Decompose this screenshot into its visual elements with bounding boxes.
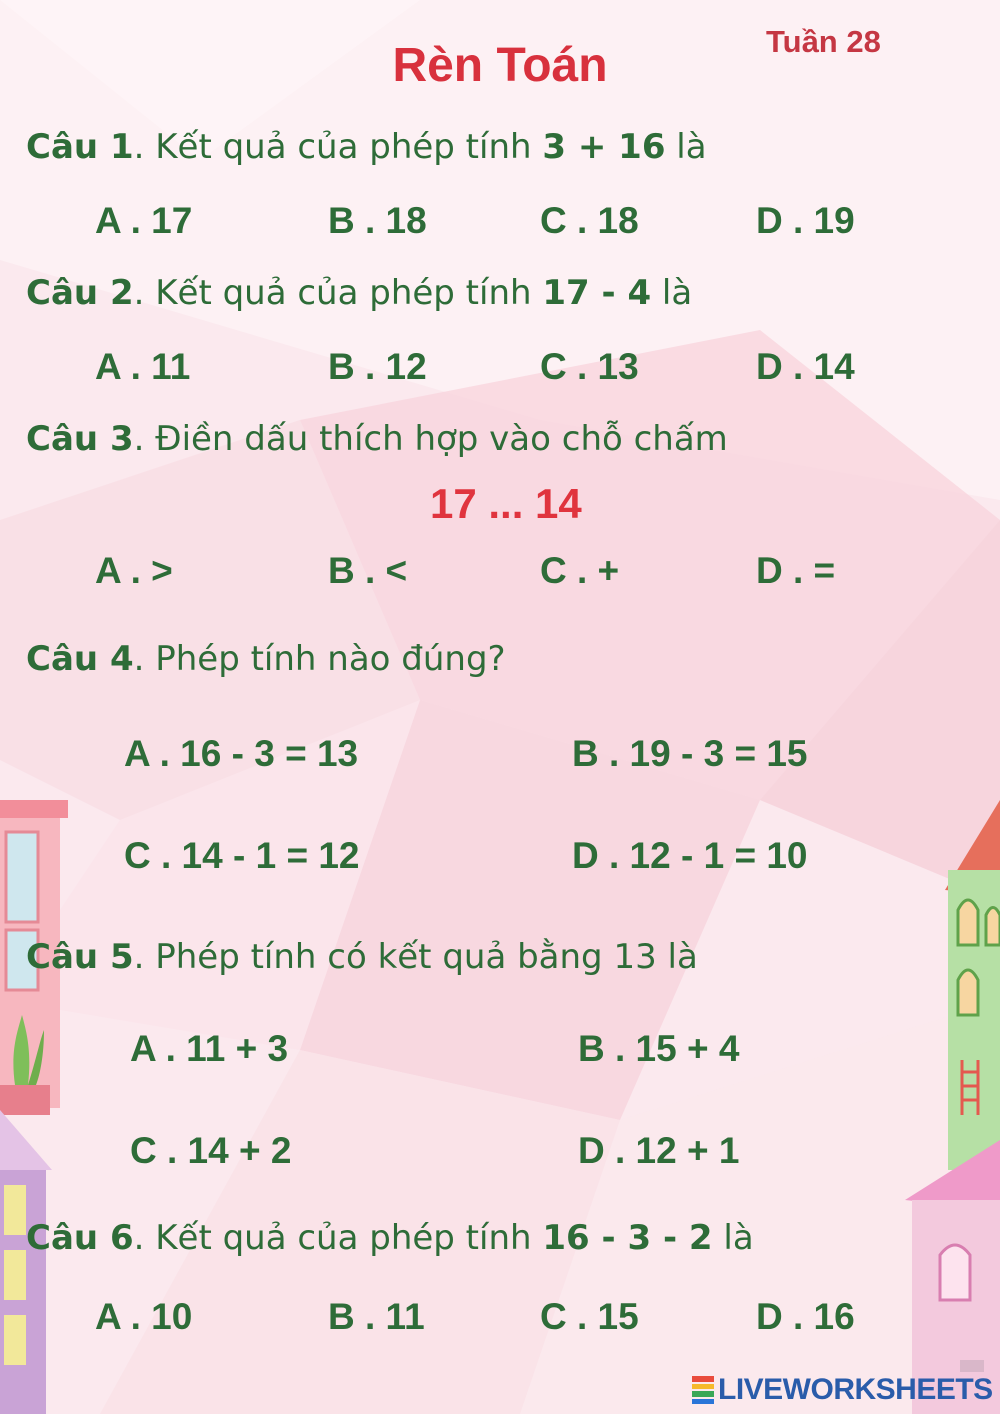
question-4	[26, 639, 506, 679]
question-text: . Kết quả của phép tính	[133, 273, 543, 313]
q3-option-c[interactable]: C . +	[540, 550, 620, 591]
question-text-end: là	[665, 127, 707, 167]
q2-option-c[interactable]: C . 13	[540, 346, 639, 387]
question-text-end: là	[712, 1218, 754, 1258]
question-expression: 3 + 16	[542, 127, 666, 167]
question-expression: 17 - 4	[542, 273, 652, 313]
q2-option-d[interactable]: D . 14	[756, 346, 855, 387]
question-text: . Kết quả của phép tính	[133, 1218, 543, 1258]
q6-option-a[interactable]: A . 10	[95, 1296, 193, 1337]
q6-option-b[interactable]: B . 11	[328, 1296, 425, 1337]
question-text: . Kết quả của phép tính	[133, 127, 543, 167]
q1-option-d[interactable]: D . 19	[756, 200, 855, 241]
q4-option-a[interactable]: A . 16 - 3 = 13	[124, 733, 359, 774]
q4-option-d[interactable]: D . 12 - 1 = 10	[572, 835, 808, 876]
q4-option-c[interactable]: C . 14 - 1 = 12	[124, 835, 360, 876]
badge-stripe	[692, 1384, 714, 1390]
liveworksheets-logo[interactable]	[692, 1373, 993, 1407]
q3-option-d[interactable]: D . =	[756, 550, 836, 591]
liveworksheets-badge-icon	[692, 1375, 714, 1405]
q3-option-a[interactable]: A . >	[95, 550, 173, 591]
q1-option-b[interactable]: B . 18	[328, 200, 427, 241]
question-text: . Phép tính nào đúng?	[133, 639, 506, 679]
question-label: Câu 6	[26, 1218, 134, 1258]
question-text-end: là	[651, 273, 693, 313]
question-label: Câu 1	[26, 127, 134, 167]
q1-option-c[interactable]: C . 18	[540, 200, 639, 241]
q5-option-a[interactable]: A . 11 + 3	[130, 1028, 289, 1069]
page-title: Rèn Toán	[392, 39, 608, 92]
question-6	[26, 1218, 754, 1258]
question-label: Câu 5	[26, 937, 134, 977]
badge-stripe	[692, 1391, 714, 1397]
question-expression: 16 - 3 - 2	[542, 1218, 713, 1258]
q5-option-d[interactable]: D . 12 + 1	[578, 1130, 740, 1171]
week-label: Tuần 28	[766, 24, 881, 59]
liveworksheets-brand-text: LIVEWORKSHEETS	[718, 1373, 993, 1406]
question-5	[26, 937, 698, 977]
question-text: . Điền dấu thích hợp vào chỗ chấm	[133, 419, 728, 459]
question-text: . Phép tính có kết quả bằng 13 là	[133, 937, 698, 977]
q1-option-a[interactable]: A . 17	[95, 200, 193, 241]
q5-option-b[interactable]: B . 15 + 4	[578, 1028, 740, 1069]
q4-option-b[interactable]: B . 19 - 3 = 15	[572, 733, 808, 774]
question-2	[26, 273, 692, 313]
q2-option-b[interactable]: B . 12	[328, 346, 427, 387]
question-label: Câu 3	[26, 419, 134, 459]
question-label: Câu 4	[26, 639, 134, 679]
q6-option-d[interactable]: D . 16	[756, 1296, 855, 1337]
q3-option-b[interactable]: B . <	[328, 550, 408, 591]
q5-option-c[interactable]: C . 14 + 2	[130, 1130, 292, 1171]
badge-stripe	[692, 1399, 714, 1405]
q6-option-c[interactable]: C . 15	[540, 1296, 639, 1337]
question-label: Câu 2	[26, 273, 134, 313]
question-3	[26, 419, 728, 459]
question-1	[26, 127, 707, 167]
q3-comparison-expression: 17 ... 14	[430, 480, 582, 527]
q2-option-a[interactable]: A . 11	[95, 346, 191, 387]
badge-stripe	[692, 1376, 714, 1382]
